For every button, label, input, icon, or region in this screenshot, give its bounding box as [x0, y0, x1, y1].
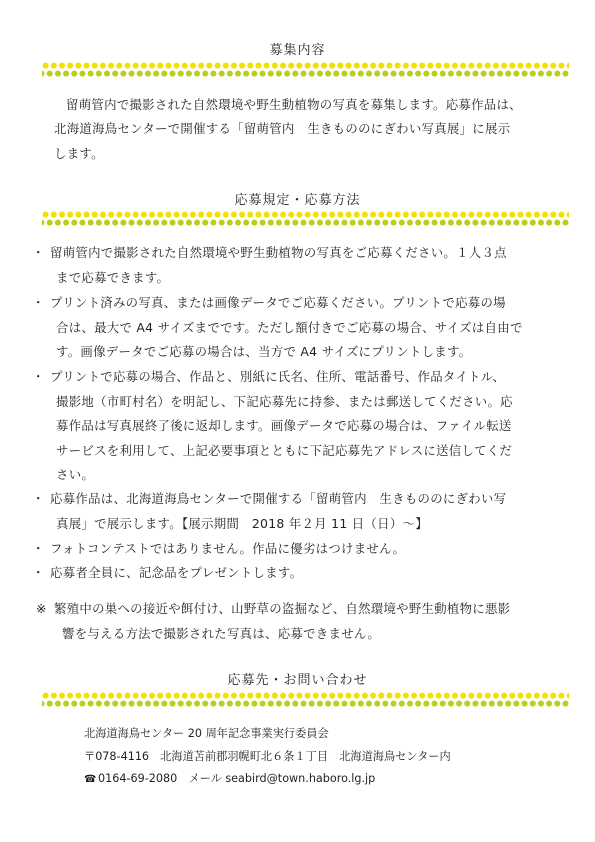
- list-bullet: ・: [32, 295, 45, 310]
- list-item-line: 合は、最大で A4 サイズまでです。ただし額付きでご応募の場合、サイズは自由で: [56, 319, 523, 335]
- list-item-line: 撮影地（市町村名）を明記し、下記応募先に持参、または郵送してください。応: [56, 393, 513, 409]
- list-item-line: サービスを利用して、上記必要事項とともに下記応募先アドレスに送信してくだ: [56, 442, 513, 458]
- list-item: [50, 241, 562, 290]
- note-line: 繁殖中の巣への接近や餌付け、山野草の盗掘など、自然環境や野生動植物に悪影: [54, 601, 511, 616]
- list-bullet: ・: [32, 491, 45, 506]
- caution-note: [54, 597, 564, 646]
- list-item-line: さい。: [56, 467, 95, 482]
- list-item-line: 真展」で展示します。【展示期間 2018 年２月 11 日（日）〜】: [56, 515, 428, 531]
- list-item: [50, 291, 562, 365]
- recruitment-heading: 募集内容: [269, 43, 326, 58]
- recruitment-line: 留萌管内で撮影された自然環境や野生動植物の写真を募集します。応募作品は、: [66, 97, 522, 112]
- list-item-line: 応募者全員に、記念品をプレゼントします。: [50, 565, 303, 580]
- list-item-line: 募作品は写真展終了後に返却します。画像データで応募の場合は、ファイル転送: [56, 418, 512, 433]
- list-item: [50, 365, 562, 488]
- rules-heading: 応募規定・応募方法: [234, 193, 361, 208]
- list-item: [50, 487, 562, 536]
- contact-organization: 北海道海鳥センター 20 周年記念事業実行委員会: [84, 727, 329, 740]
- telephone-icon: ☎: [84, 774, 97, 785]
- contact-phone-email: [84, 769, 375, 790]
- contact-heading: 応募先・お問い合わせ: [227, 673, 368, 688]
- list-bullet: ・: [32, 541, 45, 556]
- list-item-line: まで応募できます。: [56, 269, 170, 285]
- list-bullet: ・: [32, 245, 45, 260]
- note-mark: ※: [36, 601, 47, 616]
- recruitment-line: 北海道海鳥センターで開催する「留萌管内 生きもののにぎわい写真展」に展示: [54, 121, 511, 136]
- contact-address: 〒078-4116 北海道苫前郡羽幌町北６条１丁目 北海道海鳥センター内: [84, 750, 451, 763]
- list-bullet: ・: [32, 369, 45, 384]
- list-item-line: 応募作品は、北海道海鳥センターで開催する「留萌管内 生きもののにぎわい写: [50, 491, 507, 506]
- list-item-line: す。画像データでご応募の場合は、当方で A4 サイズにプリントします。: [56, 344, 472, 359]
- list-item: [50, 561, 562, 586]
- list-item: [50, 537, 562, 562]
- dotted-divider: [42, 62, 569, 78]
- dotted-divider: [42, 211, 569, 227]
- list-item-line: フォトコンテストではありません。作品に優劣はつけません。: [50, 541, 406, 556]
- list-item-line: プリント済みの写真、または画像データでご応募ください。プリントで応募の場: [50, 295, 506, 310]
- note-line: 響を与える方法で撮影された写真は、応募できません。: [62, 625, 381, 641]
- list-bullet: ・: [32, 565, 45, 580]
- list-item-line: 留萌管内で撮影された自然環境や野生動植物の写真をご応募ください。１人３点: [50, 245, 507, 260]
- dotted-divider: [42, 692, 569, 708]
- list-item-line: プリントで応募の場合、作品と、別紙に氏名、住所、電話番号、作品タイトル、: [50, 369, 506, 384]
- recruitment-line: します。: [54, 146, 104, 161]
- phone-email-text: 0164-69-2080 メール seabird@town.haboro.lg.jp: [98, 772, 376, 785]
